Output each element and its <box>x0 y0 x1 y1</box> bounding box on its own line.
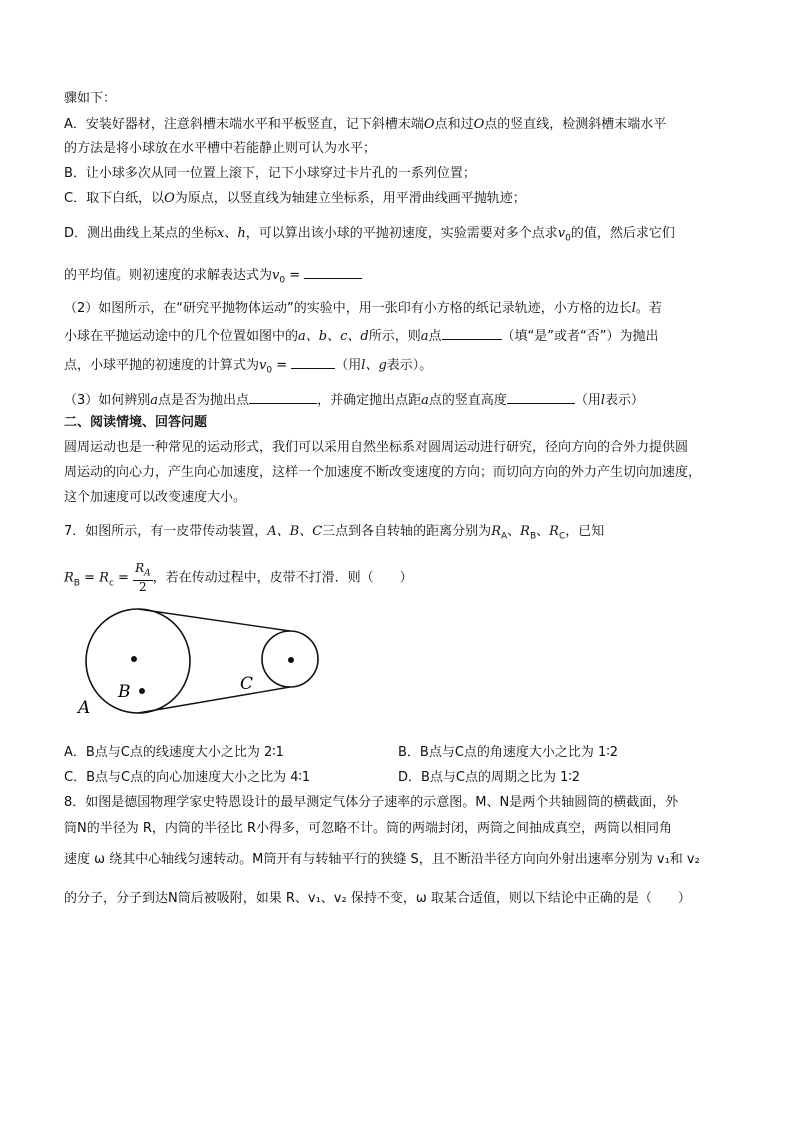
answer-blank-is-origin[interactable] <box>442 327 502 340</box>
label-c: C <box>240 674 254 694</box>
label-b: B <box>118 682 131 702</box>
answer-blank-height[interactable] <box>507 391 575 404</box>
q7-line1: 7．如图所示，有一皮带传动装置，A、B、C三点到各自转轴的距离分别为$R_A$、$R_B$、$R_C$，已知 <box>64 524 605 542</box>
section2-heading: 二、阅读情境、回答问题 <box>64 415 208 430</box>
step-c: C．取下白纸，以O为原点，以竖直线为轴建立坐标系，用平滑曲线画平抛轨迹； <box>64 191 526 206</box>
belt-drive-figure <box>70 605 330 725</box>
section2-paragraph-line3: 这个加速度可以改变速度大小。 <box>64 490 247 505</box>
belt-top <box>138 609 290 631</box>
label-a: A <box>78 698 91 718</box>
q8-line3: 速度 ω 绕其中心轴线匀速转动。M筒开有与转轴平行的狭缝 S，且不断沿半径方向向外射出速率分别为 v₁和 v₂ <box>64 852 700 867</box>
step-b: B．让小球多次从同一位置上滚下，记下小球穿过卡片孔的一系列位置； <box>64 166 476 181</box>
step-d-line1: D．测出曲线上某点的坐标x、h，可以算出该小球的平抛初速度，实验需要对多个点求$v_0$的值，然后求它们 <box>64 226 675 244</box>
q7-option-d[interactable]: D．B点与C点的周期之比为 1∶2 <box>398 770 581 785</box>
q8-line1: 8．如图是德国物理学家史特恩设计的最早测定气体分子速率的示意图。M、N是两个共轴圆筒的横截面，外 <box>64 795 679 810</box>
small-wheel-axle <box>288 657 294 663</box>
answer-blank-how-to-tell[interactable] <box>249 391 317 404</box>
q2-line3: 点，小球平抛的初速度的计算式为$v_0$ = （用l、g表示）。 <box>64 358 433 376</box>
q2-line1: （2）如图所示，在“研究平抛物体运动”的实验中，用一张印有小方格的纸记录轨迹，小方格的边长l。若 <box>64 301 662 316</box>
belt-bottom <box>138 687 290 713</box>
fraction-ra-over-2: $\frac{R_A}{2}$ <box>135 561 151 595</box>
step-a-line2: 的方法是将小球放在水平槽中若能静止则可认为水平； <box>64 141 377 156</box>
q8-line2: 筒N的半径为 R，内筒的半径比 R小得多，可忽略不计。筒的两端封闭，两筒之间抽成真空，两筒以相同角 <box>64 821 673 836</box>
q7-option-c[interactable]: C．B点与C点的向心加速度大小之比为 4∶1 <box>64 770 311 785</box>
q8-line4: 的分子，分子到达N筒后被吸附，如果 R、v₁、v₂ 保持不变，ω 取某合适值，则以下结论中正确的是（ ） <box>64 891 691 906</box>
section2-paragraph-line2: 周运动的向心力，产生向心加速度，这样一个加速度不断改变速度的方向；而切向方向的外力产生切向加速度， <box>64 465 702 480</box>
step-intro: 骤如下： <box>64 91 117 106</box>
q3-line: （3）如何辨别a点是否为抛出点 ，并确定抛出点距a点的竖直高度 （用l表示） <box>64 393 645 408</box>
answer-blank-initial-speed[interactable] <box>291 356 335 369</box>
step-d-line2: 的平均值。则初速度的求解表达式为$v_0$ = <box>64 266 362 289</box>
q2-line2: 小球在平抛运动途中的几个位置如图中的a、b、c、d所示，则a点 （填“是”或者“否”）为抛出 <box>64 329 659 344</box>
step-a-line1: A．安装好器材，注意斜槽末端水平和平板竖直，记下斜槽末端O点和过O点的竖直线，检测斜槽末端水平 <box>64 117 667 132</box>
large-wheel-axle <box>131 656 137 662</box>
q7-line2: $R_B = R_c$ = $\frac{R_A}{2}$ ，若在传动过程中，皮带不打滑．则（ ） <box>64 561 413 595</box>
q7-option-b[interactable]: B．B点与C点的角速度大小之比为 1∶2 <box>398 745 618 760</box>
section2-paragraph-line1: 圆周运动也是一种常见的运动形式，我们可以采用自然坐标系对圆周运动进行研究，径向方向的合外力提供圆 <box>64 440 689 455</box>
answer-blank-v0[interactable] <box>304 266 362 279</box>
large-wheel <box>86 609 190 713</box>
point-b-dot <box>139 688 145 694</box>
q7-option-a[interactable]: A．B点与C点的线速度大小之比为 2∶1 <box>64 745 284 760</box>
